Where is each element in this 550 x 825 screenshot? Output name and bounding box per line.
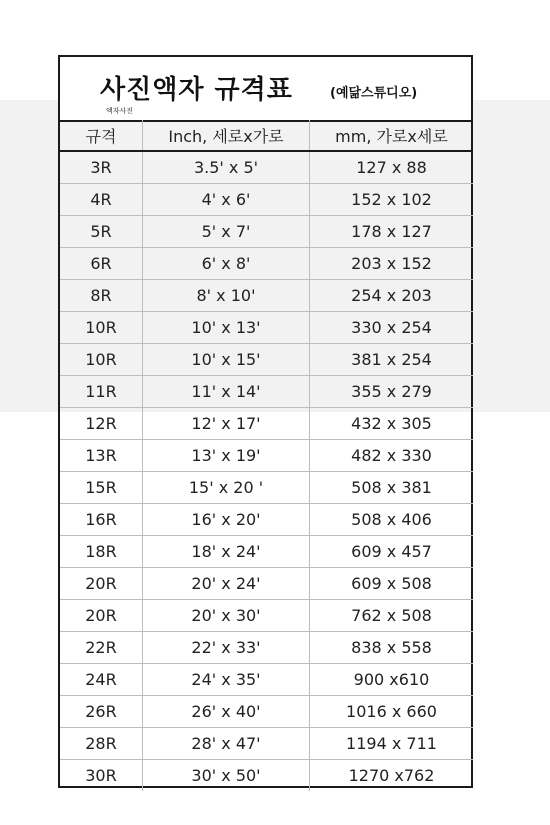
table-row xyxy=(60,216,473,248)
cell-size: 4R xyxy=(60,184,143,216)
cell-mm: 1270 x762 xyxy=(348,766,435,785)
cell-inch: 22' x 33' xyxy=(143,632,310,664)
cell-size: 18R xyxy=(60,536,143,568)
table-row xyxy=(60,344,473,376)
cell-mm: 355 x 279 xyxy=(310,376,474,408)
cell-mm: 900 x610 xyxy=(310,664,474,696)
table-row xyxy=(60,600,473,632)
cell-size: 30R xyxy=(60,760,143,792)
cell-inch: 20' x 24' xyxy=(143,568,310,600)
header-size: 규격 xyxy=(60,120,143,151)
cell-inch: 18' x 24' xyxy=(143,536,310,568)
table-row xyxy=(60,696,473,728)
title-box xyxy=(60,57,471,122)
cell-inch: 5' x 7' xyxy=(143,216,310,248)
table-row xyxy=(60,376,473,408)
cell-mm: 762 x 508 xyxy=(310,600,474,632)
cell-size: 10R xyxy=(60,344,143,376)
cell-mm: 203 x 152 xyxy=(310,248,474,280)
cell-mm: 152 x 102 xyxy=(310,184,474,216)
table-row xyxy=(60,728,473,760)
table-row xyxy=(60,472,473,504)
watermark-label: 액자사진 xyxy=(106,107,134,115)
cell-inch: 28' x 47' xyxy=(143,728,310,760)
cell-size: 3R xyxy=(60,151,143,184)
header-mm: mm, 가로x세로 xyxy=(310,120,474,151)
cell-mm: 254 x 203 xyxy=(310,280,474,312)
table-row xyxy=(60,440,473,472)
cell-mm: 482 x 330 xyxy=(310,440,474,472)
cell-mm: 127 x 88 xyxy=(310,151,474,184)
table-header-row xyxy=(60,120,473,151)
cell-inch: 16' x 20' xyxy=(143,504,310,536)
cell-inch: 8' x 10' xyxy=(143,280,310,312)
cell-inch: 24' x 35' xyxy=(143,664,310,696)
cell-inch: 11' x 14' xyxy=(143,376,310,408)
table-row xyxy=(60,280,473,312)
cell-size: 24R xyxy=(60,664,143,696)
page-title: 사진액자 규격표 xyxy=(100,75,293,105)
table-row xyxy=(60,504,473,536)
cell-size: 22R xyxy=(60,632,143,664)
cell-inch: 20' x 30' xyxy=(143,600,310,632)
size-chart-frame xyxy=(58,55,473,788)
cell-size: 11R xyxy=(60,376,143,408)
table-row xyxy=(60,248,473,280)
cell-size: 10R xyxy=(60,312,143,344)
cell-inch: 4' x 6' xyxy=(143,184,310,216)
cell-mm: 381 x 254 xyxy=(310,344,474,376)
cell-inch: 13' x 19' xyxy=(143,440,310,472)
cell-inch: 10' x 13' xyxy=(143,312,310,344)
cell-mm: 432 x 305 xyxy=(310,408,474,440)
cell-mm: 508 x 381 xyxy=(310,472,474,504)
cell-mm: 508 x 406 xyxy=(310,504,474,536)
cell-inch: 3.5' x 5' xyxy=(143,151,310,184)
table-row xyxy=(60,408,473,440)
cell-size: 12R xyxy=(60,408,143,440)
cell-size: 8R xyxy=(60,280,143,312)
cell-inch: 10' x 15' xyxy=(143,344,310,376)
cell-mm: 838 x 558 xyxy=(310,632,474,664)
cell-size: 20R xyxy=(60,568,143,600)
cell-size: 5R xyxy=(60,216,143,248)
cell-mm: 1016 x 660 xyxy=(310,696,474,728)
cell-size: 20R xyxy=(60,600,143,632)
table-row xyxy=(60,536,473,568)
cell-inch: 15' x 20 ' xyxy=(143,472,310,504)
table-row xyxy=(60,312,473,344)
cell-mm: 178 x 127 xyxy=(310,216,474,248)
studio-name: (예닮스튜디오) xyxy=(330,86,418,101)
cell-size: 13R xyxy=(60,440,143,472)
table-row xyxy=(60,184,473,216)
size-table xyxy=(60,120,473,791)
cell-mm: 609 x 457 xyxy=(310,536,474,568)
cell-size: 16R xyxy=(60,504,143,536)
cell-inch: 26' x 40' xyxy=(143,696,310,728)
cell-mm: 1194 x 711 xyxy=(310,728,474,760)
table-row xyxy=(60,760,473,792)
cell-mm: 330 x 254 xyxy=(310,312,474,344)
cell-size: 6R xyxy=(60,248,143,280)
header-inch: Inch, 세로x가로 xyxy=(143,120,310,151)
cell-size: 28R xyxy=(60,728,143,760)
cell-mm: 609 x 508 xyxy=(310,568,474,600)
cell-inch: 30' x 50' xyxy=(143,760,310,792)
cell-size: 26R xyxy=(60,696,143,728)
cell-inch: 6' x 8' xyxy=(143,248,310,280)
table-row xyxy=(60,151,473,184)
table-row xyxy=(60,568,473,600)
cell-size: 15R xyxy=(60,472,143,504)
table-row xyxy=(60,664,473,696)
table-row xyxy=(60,632,473,664)
cell-inch: 12' x 17' xyxy=(143,408,310,440)
